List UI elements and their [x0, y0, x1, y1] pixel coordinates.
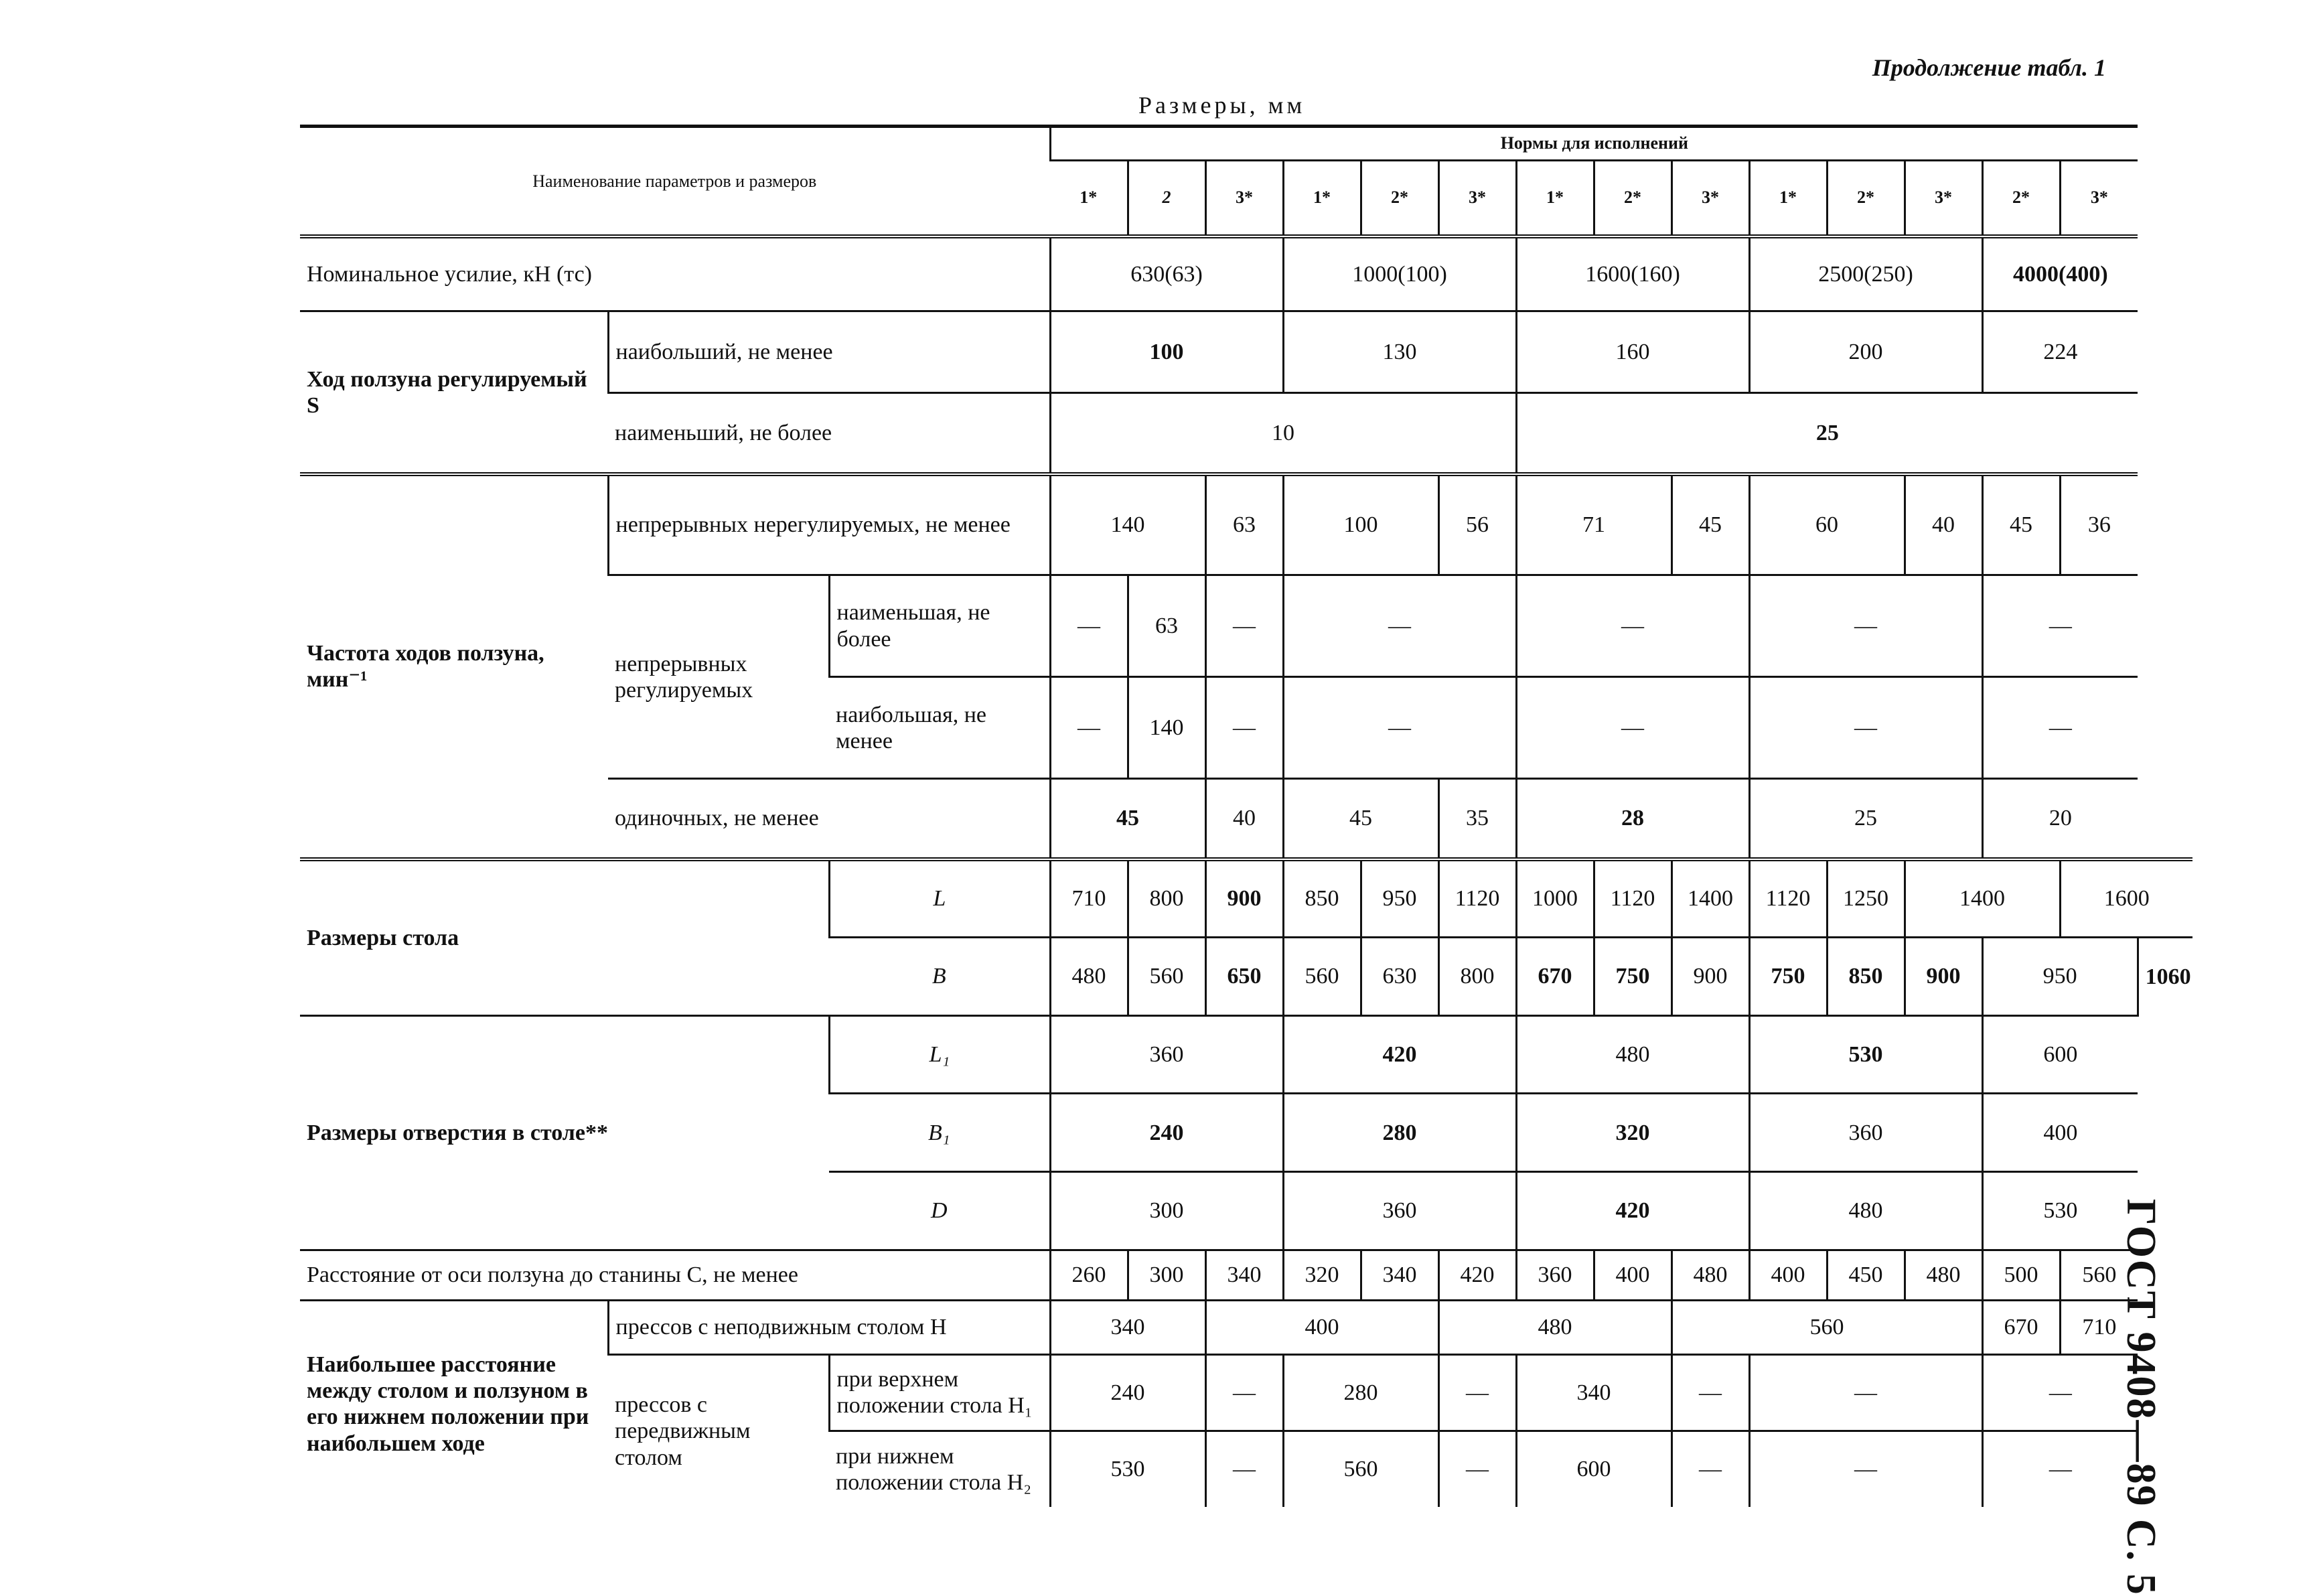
- variant-1: 1*: [1050, 160, 1128, 236]
- cell-value: 560: [1128, 937, 1205, 1015]
- cell-value: —: [1749, 575, 1982, 676]
- cell-value: 750: [1594, 937, 1671, 1015]
- label-freq-max: наибольшая, не менее: [829, 677, 1050, 779]
- cell-value: 900: [1905, 937, 1982, 1015]
- cell-value: 40: [1205, 779, 1283, 859]
- cell-value: —: [1982, 575, 2138, 676]
- cell-value: 1000(100): [1283, 236, 1516, 311]
- cell-value: —: [1671, 1355, 1749, 1431]
- variant-13: 2*: [1982, 160, 2060, 236]
- cell-value: 750: [1749, 937, 1827, 1015]
- cell-value: —: [1516, 677, 1749, 779]
- cell-value: 260: [1050, 1250, 1128, 1300]
- label-fixed-table: прессов с неподвижным столом H: [608, 1300, 1050, 1354]
- label-stroke-max: наибольший, не менее: [608, 311, 1050, 393]
- cell-value: 63: [1205, 474, 1283, 575]
- cell-value: 480: [1438, 1300, 1671, 1354]
- cell-value: 60: [1749, 474, 1905, 575]
- variant-3: 3*: [1205, 160, 1283, 236]
- cell-value: —: [1982, 1355, 2138, 1431]
- symbol-B1: B₁: [829, 1094, 1050, 1172]
- label-hole-size: Размеры отверстия в столе**: [300, 1015, 829, 1250]
- cell-value: 360: [1050, 1015, 1283, 1094]
- cell-value: 480: [1671, 1250, 1749, 1300]
- cell-value: 100: [1050, 311, 1283, 393]
- variant-11: 2*: [1827, 160, 1905, 236]
- cell-value: 530: [1050, 1431, 1205, 1507]
- cell-value: —: [1749, 1431, 1982, 1507]
- cell-value: 710: [1050, 859, 1128, 938]
- cell-value: 420: [1516, 1172, 1749, 1250]
- symbol-L1: L₁: [829, 1015, 1050, 1094]
- cell-value: 400: [1205, 1300, 1438, 1354]
- cell-value: —: [1205, 1431, 1283, 1507]
- cell-value: 360: [1283, 1172, 1516, 1250]
- cell-value: 4000(400): [1982, 236, 2138, 311]
- row-distance-C: [300, 1250, 2192, 1300]
- label-freq-min: наименьшая, не более: [829, 575, 1050, 676]
- cell-value: 560: [1283, 937, 1361, 1015]
- cell-value: 100: [1283, 474, 1438, 575]
- cell-value: —: [1982, 1431, 2138, 1507]
- cell-value: 45: [1283, 779, 1438, 859]
- label-stroke-min: наименьший, не более: [608, 392, 1050, 474]
- symbol-L: L: [829, 859, 1050, 938]
- variant-12: 3*: [1905, 160, 1982, 236]
- cell-value: 56: [1438, 474, 1516, 575]
- cell-value: —: [1205, 1355, 1283, 1431]
- cell-value: 71: [1516, 474, 1671, 575]
- variant-4: 1*: [1283, 160, 1361, 236]
- variant-6: 3*: [1438, 160, 1516, 236]
- cell-value: 600: [1516, 1431, 1671, 1507]
- cell-value: 160: [1516, 311, 1749, 393]
- cell-value: 35: [1438, 779, 1516, 859]
- cell-value: 1400: [1671, 859, 1749, 938]
- header-row-norms: [300, 127, 2192, 161]
- cell-value: 320: [1283, 1250, 1361, 1300]
- cell-value: 1000: [1516, 859, 1594, 938]
- variant-14: 3*: [2060, 160, 2138, 236]
- dimensions-caption: Размеры, мм: [1138, 92, 1306, 119]
- cell-value: 320: [1516, 1094, 1749, 1172]
- cell-value: 950: [1982, 937, 2138, 1015]
- cell-value: 560: [2060, 1250, 2138, 1300]
- cell-value: 45: [1050, 779, 1205, 859]
- variant-2: 2: [1128, 160, 1205, 236]
- cell-value: 1600(160): [1516, 236, 1749, 311]
- label-freq-cont-unreg: непрерывных нерегулируемых, не менее: [608, 474, 1050, 575]
- cell-value: —: [1982, 677, 2138, 779]
- cell-value: 63: [1128, 575, 1205, 676]
- cell-value: 40: [1905, 474, 1982, 575]
- cell-value: 20: [1982, 779, 2138, 859]
- cell-value: —: [1749, 1355, 1982, 1431]
- variant-10: 1*: [1749, 160, 1827, 236]
- cell-value: 800: [1128, 859, 1205, 938]
- cell-value: 630: [1361, 937, 1438, 1015]
- row-hole-L1: [300, 1015, 2192, 1094]
- cell-value: —: [1050, 677, 1128, 779]
- cell-value: —: [1205, 677, 1283, 779]
- cell-value: 340: [1050, 1300, 1205, 1354]
- row-table-L: [300, 859, 2192, 938]
- cell-value: 670: [1982, 1300, 2060, 1354]
- cell-value: 300: [1128, 1250, 1205, 1300]
- cell-value: 300: [1050, 1172, 1283, 1250]
- cell-value: 1600: [2060, 859, 2192, 938]
- cell-value: 480: [1749, 1172, 1982, 1250]
- cell-value: 1120: [1749, 859, 1827, 938]
- label-movable-table: прессов с передвижным столом: [608, 1355, 829, 1507]
- cell-value: 2500(250): [1749, 236, 1982, 311]
- cell-value: 450: [1827, 1250, 1905, 1300]
- cell-value: —: [1205, 575, 1283, 676]
- cell-value: 1120: [1594, 859, 1671, 938]
- variant-9: 3*: [1671, 160, 1749, 236]
- variant-5: 2*: [1361, 160, 1438, 236]
- cell-value: 670: [1516, 937, 1594, 1015]
- cell-value: 280: [1283, 1355, 1438, 1431]
- cell-value: 850: [1827, 937, 1905, 1015]
- label-freq-cont-reg: непрерывных регулируемых: [608, 575, 829, 779]
- cell-value: 36: [2060, 474, 2138, 575]
- cell-value: 400: [1749, 1250, 1827, 1300]
- cell-value: 280: [1283, 1094, 1516, 1172]
- cell-value: 340: [1205, 1250, 1283, 1300]
- cell-value: 340: [1361, 1250, 1438, 1300]
- cell-value: 140: [1050, 474, 1205, 575]
- cell-value: —: [1516, 575, 1749, 676]
- header-norms: Нормы для исполнений: [1050, 127, 2138, 161]
- cell-value: 10: [1050, 392, 1516, 474]
- cell-value: 45: [1982, 474, 2060, 575]
- header-param-name: Наименование параметров и размеров: [300, 127, 1050, 236]
- cell-value: 530: [1982, 1172, 2138, 1250]
- cell-value: 240: [1050, 1355, 1205, 1431]
- cell-value: —: [1283, 575, 1516, 676]
- label-max-distance: Наибольшее расстояние между столом и ползуном в его нижнем положении при наибольшем ходе: [300, 1300, 608, 1507]
- cell-value: 224: [1982, 311, 2138, 393]
- side-document-label: ГОСТ 9408—89 С. 5: [2118, 1199, 2164, 1596]
- cell-value: 800: [1438, 937, 1516, 1015]
- cell-value: 530: [1749, 1015, 1982, 1094]
- cell-value: —: [1283, 677, 1516, 779]
- cell-value: 480: [1050, 937, 1128, 1015]
- symbol-B: B: [829, 937, 1050, 1015]
- label-distance-C: Расстояние от оси ползуна до станины C, не менее: [300, 1250, 1050, 1300]
- cell-value: 480: [1516, 1015, 1749, 1094]
- cell-value: 480: [1905, 1250, 1982, 1300]
- cell-value: 630(63): [1050, 236, 1283, 311]
- cell-value: 45: [1671, 474, 1749, 575]
- cell-value: 240: [1050, 1094, 1283, 1172]
- continuation-note: Продолжение табл. 1: [1872, 54, 2106, 81]
- cell-value: 400: [1594, 1250, 1671, 1300]
- row-freq-continuous-unregulated: [300, 474, 2192, 575]
- cell-value: 1400: [1905, 859, 2060, 938]
- cell-value: —: [1438, 1355, 1516, 1431]
- cell-value: 360: [1516, 1250, 1594, 1300]
- cell-value: 650: [1205, 937, 1283, 1015]
- cell-value: 25: [1749, 779, 1982, 859]
- cell-value: 360: [1749, 1094, 1982, 1172]
- cell-value: 28: [1516, 779, 1749, 859]
- variant-8: 2*: [1594, 160, 1671, 236]
- label-nominal-force: Номинальное усилие, кН (тс): [300, 236, 1050, 311]
- row-stroke-max: [300, 311, 2192, 393]
- cell-value: —: [1050, 575, 1128, 676]
- cell-value: 600: [1982, 1015, 2138, 1094]
- label-stroke: Ход ползуна регулируемый S: [300, 311, 608, 475]
- cell-value: 900: [1205, 859, 1283, 938]
- label-lower-position: при нижнем положении стола H₂: [829, 1431, 1050, 1507]
- cell-value: 200: [1749, 311, 1982, 393]
- symbol-D: D: [829, 1172, 1050, 1250]
- label-frequency: Частота ходов ползуна, мин⁻¹: [300, 474, 608, 859]
- label-table-size: Размеры стола: [300, 859, 829, 1015]
- cell-value: 420: [1438, 1250, 1516, 1300]
- label-freq-single: одиночных, не менее: [608, 779, 1050, 859]
- cell-value: —: [1438, 1431, 1516, 1507]
- cell-value: 1120: [1438, 859, 1516, 938]
- cell-value: 710: [2060, 1300, 2138, 1354]
- cell-value: 500: [1982, 1250, 2060, 1300]
- cell-value: —: [1671, 1431, 1749, 1507]
- cell-value: 420: [1283, 1015, 1516, 1094]
- variant-7: 1*: [1516, 160, 1594, 236]
- cell-value: 400: [1982, 1094, 2138, 1172]
- cell-value: 560: [1283, 1431, 1438, 1507]
- cell-value: 340: [1516, 1355, 1671, 1431]
- cell-value: —: [1749, 677, 1982, 779]
- cell-value: 130: [1283, 311, 1516, 393]
- cell-value: 850: [1283, 859, 1361, 938]
- cell-value: 560: [1671, 1300, 1982, 1354]
- cell-value: 25: [1516, 392, 2138, 474]
- cell-value: 140: [1128, 677, 1205, 779]
- row-nominal-force: [300, 236, 2192, 311]
- cell-value: 1060: [2138, 937, 2192, 1015]
- press-parameters-table: [300, 125, 2192, 1507]
- cell-value: 1250: [1827, 859, 1905, 938]
- row-maxdist-fixed: [300, 1300, 2192, 1354]
- label-upper-position: при верхнем положении стола H₁: [829, 1355, 1050, 1431]
- cell-value: 900: [1671, 937, 1749, 1015]
- cell-value: 950: [1361, 859, 1438, 938]
